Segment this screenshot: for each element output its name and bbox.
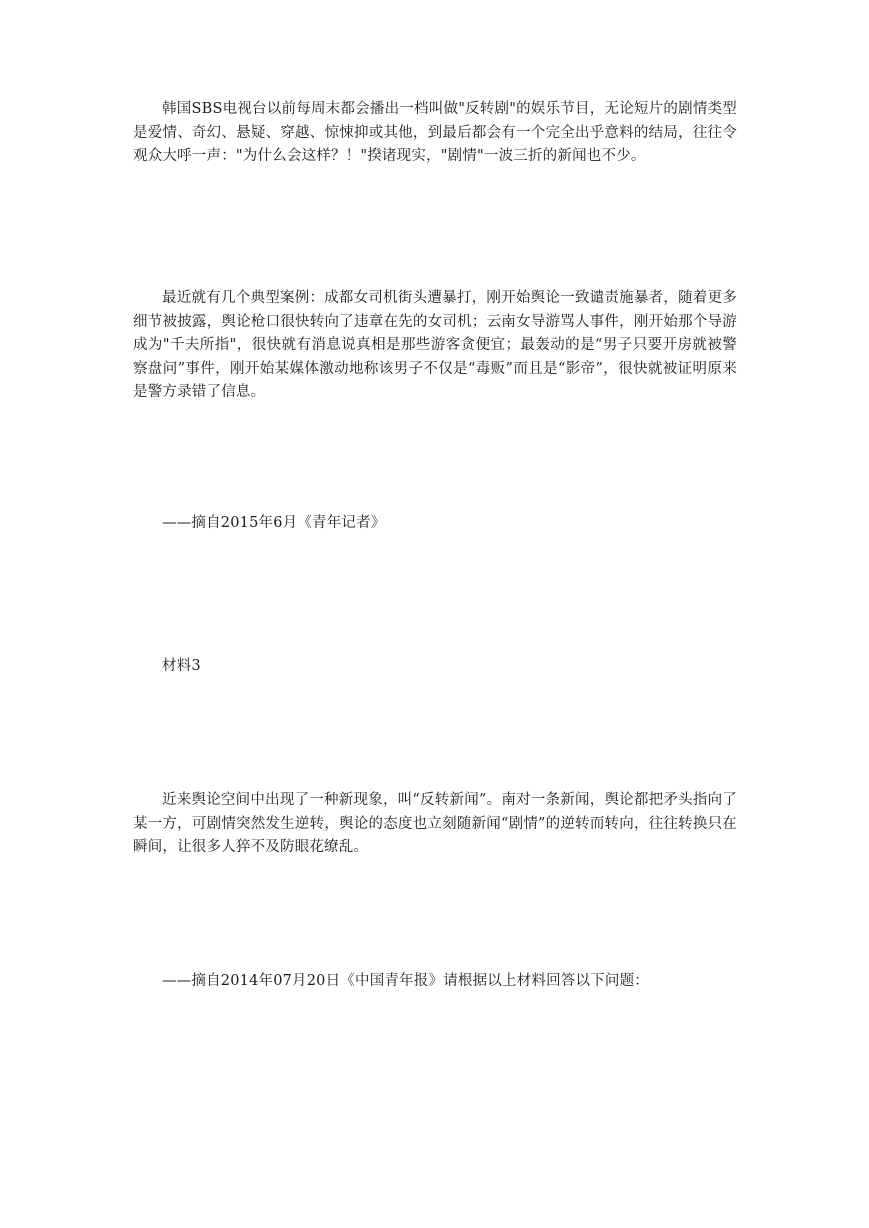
source-citation-china-youth-daily: ——摘自2014年07月20日《中国青年报》请根据以上材料回答以下问题： xyxy=(162,973,650,989)
paragraph-reversal-news: 近来舆论空间中出现了一种新现象，叫“反转新闻”。南对一条新闻，舆论都把矛头指向了某一方，可剧情突然发生逆转，舆论的态度也立刻随新闻“剧情”的逆转而转向，往往转换只在瞬间，让很多人猝不及防眼花缭乱。 xyxy=(133,792,737,855)
material-heading: 材料3 xyxy=(162,658,201,674)
paragraph-typical-cases: 最近就有几个典型案例：成都女司机街头遭暴打，刚开始舆论一致谴责施暴者，随着更多细节被披露，舆论枪口很快转向了违章在先的女司机；云南女导游骂人事件，刚开始那个导游成为"千夫所指"，很快就有消息说真相是那些游客贪便宜；最轰动的是“男子只要开房就被警察盘问”事件，刚开始某媒体激动地称该男子不仅是“毒贩”而且是“影帝”，很快就被证明原来是警方录错了信息。 xyxy=(133,290,737,400)
paragraph-sbs-reversal-drama: 韩国SBS电视台以前每周末都会播出一档叫做"反转剧"的娱乐节目，无论短片的剧情类型是爱情、奇幻、悬疑、穿越、惊悚抑或其他，到最后都会有一个完全出乎意料的结局，往往令观众大呼一声："为什么会这样？！"揆诸现实，"剧情"一波三折的新闻也不少。 xyxy=(133,101,737,164)
source-citation-youth-journalist: ——摘自2015年6月《青年记者》 xyxy=(162,515,386,531)
